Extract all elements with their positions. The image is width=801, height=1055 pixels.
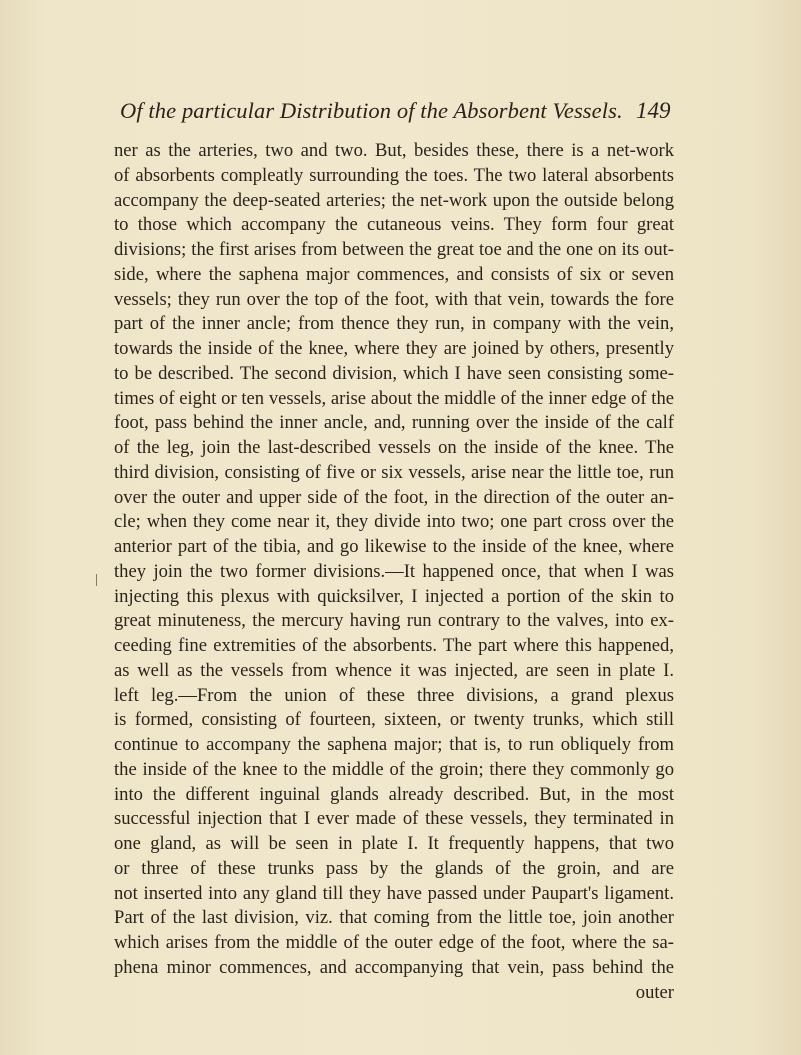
text-line: to those which accompany the cutaneous veins. They form four great	[114, 214, 674, 236]
page-number: 149	[636, 98, 671, 123]
text-line: anterior part of the tibia, and go likewise to the inside of the knee, where	[114, 536, 674, 557]
text-line: accompany the deep-seated arteries; the net-work upon the outside belong	[114, 189, 674, 211]
text-line: great minuteness, the mercury having run contrary to the valves, into ex-	[114, 610, 674, 632]
page-header	[0, 98, 801, 128]
text-line: is formed, consisting of fourteen, sixteen, or twenty trunks, which still	[114, 709, 674, 731]
text-line: third division, consisting of five or six vessels, arise near the little toe, run	[114, 461, 674, 483]
text-line: which arises from the middle of the outer edge of the foot, where the sa-	[114, 932, 674, 953]
text-line: as well as the vessels from whence it was injected, are seen in plate I.	[114, 659, 674, 681]
text-line: or three of these trunks pass by the glands of the groin, and are	[114, 857, 674, 879]
text-line: ceeding fine extremities of the absorbents. The part where this happened,	[114, 635, 674, 656]
text-line: over the outer and upper side of the foot, in the direction of the outer an-	[114, 486, 674, 508]
text-line: the inside of the knee to the middle of the groin; there they commonly go	[114, 758, 674, 780]
text-line: one gland, as will be seen in plate I. It frequently happens, that two	[114, 833, 674, 854]
text-line: not inserted into any gland till they have passed under Paupart's ligament.	[114, 882, 674, 904]
text-line: times of eight or ten vessels, arise about the middle of the inner edge of the	[114, 387, 674, 409]
running-head: Of the particular Distribution of the Absorbent Vessels.	[120, 98, 623, 123]
text-line: divisions; the first arises from between the great toe and the one on its out-	[114, 239, 674, 260]
margin-mark	[96, 574, 97, 586]
text-line: vessels; they run over the top of the foot, with that vein, towards the fore	[114, 288, 674, 310]
text-line: of absorbents compleatly surrounding the toes. The two lateral absorbents	[114, 164, 674, 186]
text-line: left leg.—From the union of these three divisions, a grand plexus	[114, 684, 674, 706]
text-line: side, where the saphena major commences, and consists of six or seven	[114, 263, 674, 285]
text-line: ner as the arteries, two and two. But, besides these, there is a net-work	[114, 140, 674, 161]
text-line: cle; when they come near it, they divide into two; one part cross over the	[114, 511, 674, 533]
text-line: of the leg, join the last-described vessels on the inside of the knee. The	[114, 437, 674, 458]
text-line: Part of the last division, viz. that coming from the little toe, join another	[114, 907, 674, 929]
text-line: phena minor commences, and accompanying that vein, pass behind the	[114, 956, 674, 978]
text-line: they join the two former divisions.—It happened once, that when I was	[114, 560, 674, 582]
text-line: towards the inside of the knee, where they are joined by others, presently	[114, 338, 674, 359]
text-line: part of the inner ancle; from thence they run, in company with the vein,	[114, 313, 674, 335]
text-line: outer	[635, 981, 674, 1003]
text-line: into the different inguinal glands already described. But, in the most	[114, 783, 674, 805]
text-line: continue to accompany the saphena major; that is, to run obliquely from	[114, 734, 674, 755]
text-line: to be described. The second division, which I have seen consisting some-	[114, 362, 674, 384]
text-line: injecting this plexus with quicksilver, I injected a portion of the skin to	[114, 585, 674, 607]
text-line: successful injection that I ever made of these vessels, they terminated in	[114, 808, 674, 830]
body-text	[114, 139, 674, 1005]
text-line: foot, pass behind the inner ancle, and, running over the inside of the calf	[114, 412, 674, 434]
